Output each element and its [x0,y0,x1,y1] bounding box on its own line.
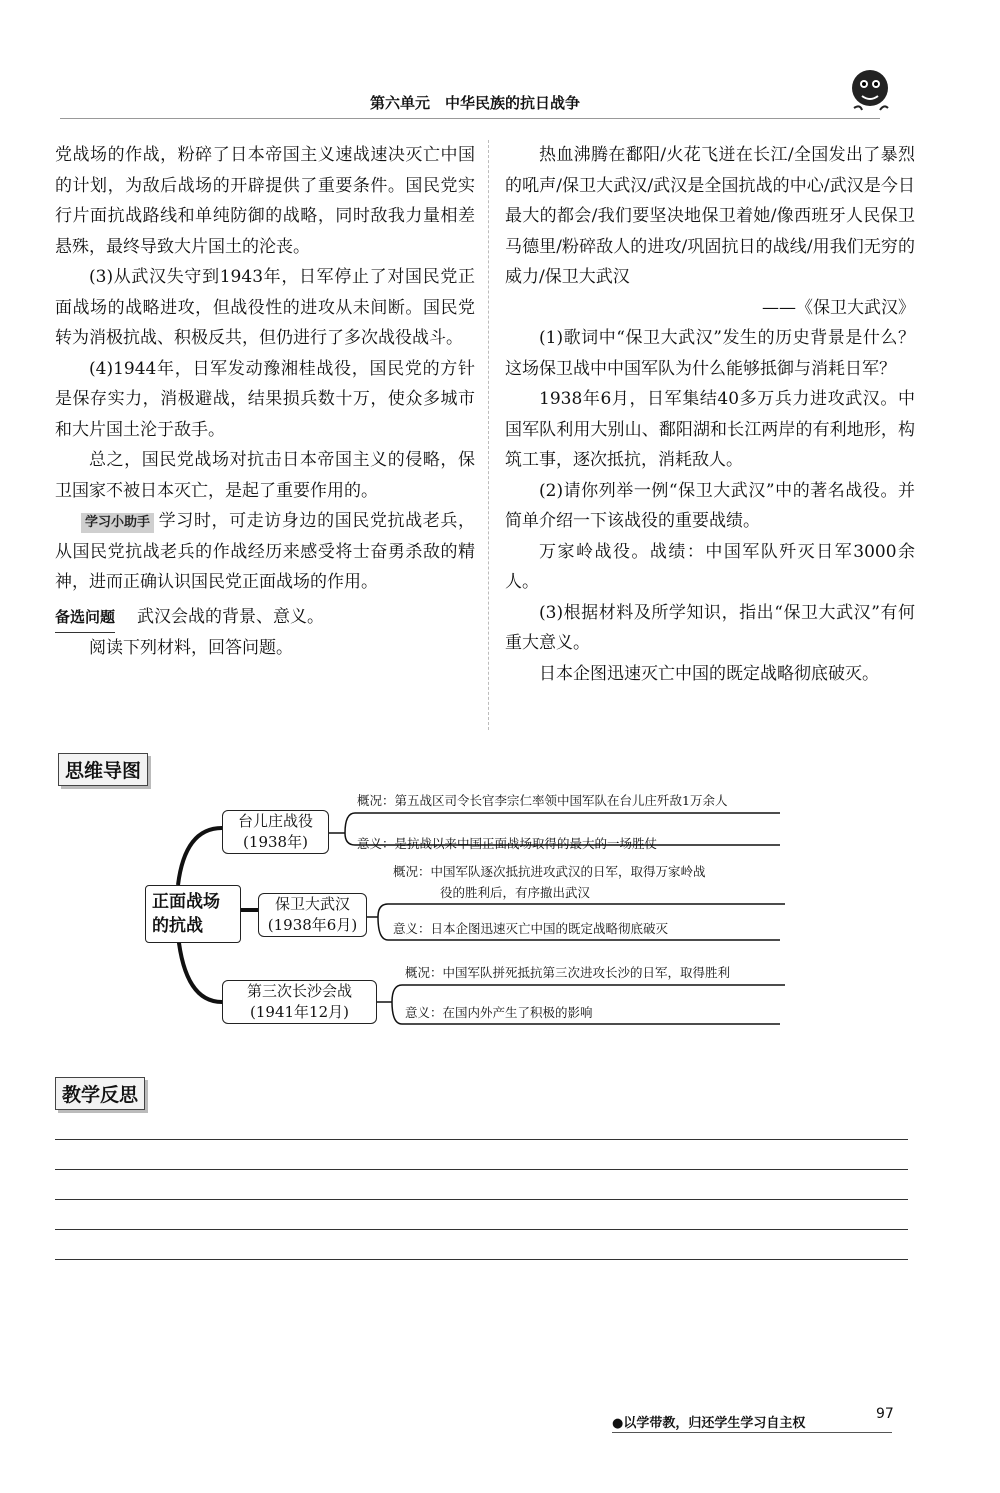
mindmap-section-title: 思维导图 [58,753,148,786]
writing-line [55,1139,908,1140]
overview-text: 概况：中国军队逐次抵抗进攻武汉的日军，取得万家岭战 [393,864,706,879]
overview-text: 概况：第五战区司令长官李宗仁率领中国军队在台儿庄歼敌1万余人 [357,793,728,808]
mindmap-node [222,980,377,1024]
writing-line [55,1229,908,1230]
header-divider [60,118,880,119]
overview-text: 概况：中国军队拼死抵抗第三次进攻长沙的日军，取得胜利 [405,965,731,980]
page-number: 97 [876,1406,894,1422]
study-helper-text: 学习时，可走访身边的国民党抗战老兵，从国民党抗战老兵的作战经历来感受将士奋勇杀敌的精神，进而正确认识国民党正面战场的作用。 [55,511,475,592]
battle-date: (1938年) [243,833,308,851]
footer-divider [612,1432,892,1433]
mindmap-root-line: 的抗战 [152,916,203,936]
study-helper-label: 学习小助手 [81,513,154,533]
paragraph: 总之，国民党战场对抗击日本帝国主义的侵略，保卫国家不被日本灭亡，是起了重要作用的。 [55,450,475,501]
writing-line [55,1259,908,1260]
battle-name: 第三次长沙会战 [246,982,352,1000]
mindmap-node [222,810,329,854]
question-1: (1)歌词中“保卫大武汉”发生的历史背景是什么？这场保卫战中中国军队为什么能够抵御与消耗日军？ [505,328,915,379]
alternate-question-text: 武汉会战的背景、意义。 [137,606,325,627]
instruction: 阅读下列材料，回答问题。 [89,638,293,658]
battle-date: (1941年12月) [250,1003,349,1021]
song-source: ——《保卫大武汉》 [762,297,915,318]
unit-title: 第六单元 中华民族的抗日战争 [370,94,581,112]
writing-line [55,1169,908,1170]
answer-1: 1938年6月，日军集结40多万兵力进攻武汉。中国军队利用大别山、鄱阳湖和长江两岸的有利地形，构筑工事，逐次抵抗，消耗敌人。 [505,389,915,470]
answer-3: 日本企图迅速灭亡中国的既定战略彻底破灭。 [539,663,879,684]
meaning-text: 意义：在国内外产生了积极的影响 [405,1005,593,1020]
writing-line [55,1199,908,1200]
mindmap-node [258,893,367,937]
song-lyrics: 热血沸腾在鄱阳/火花飞迸在长江/全国发出了暴烈的吼声/保卫大武汉/武汉是全国抗战的中心/武汉是今日最大的都会/我们要坚决地保卫着她/像西班牙人民保卫马德里/粉碎敌人的进攻/巩固抗日的战线/用我们无穷的威力/保卫大武汉 [505,145,915,287]
meaning-text: 意义：日本企图迅速灭亡中国的既定战略彻底破灭 [393,921,669,936]
answer-2: 万家岭战役。战绩：中国军队歼灭日军3000余人。 [505,541,915,592]
paragraph: 党战场的作战，粉碎了日本帝国主义速战速决灭亡中国的计划，为敌后战场的开辟提供了重要条件。国民党实行片面抗战路线和单纯防御的战略，同时敌我力量相差悬殊，最终导致大片国土的沦丧。 [55,145,475,257]
mascot-icon [840,60,900,120]
battle-name: 台儿庄战役 [237,812,313,830]
mindmap-root-line: 正面战场 [152,892,220,912]
alternate-question-label: 备选问题 [55,602,115,634]
left-column [55,140,475,664]
footer-slogan: ●以学带教，归还学生学习自主权 [612,1416,806,1431]
study-helper [55,506,475,598]
meaning-text: 意义：是抗战以来中国正面战场取得的最大的一场胜仗 [357,836,658,851]
battle-name: 保卫大武汉 [274,895,350,913]
mindmap-root [145,885,241,943]
right-column [505,140,915,689]
question-2: (2)请你列举一例“保卫大武汉”中的著名战役。并简单介绍一下该战役的重要战绩。 [505,480,915,531]
paragraph: (3)从武汉失守到1943年，日军停止了对国民党正面战场的战略进攻，但战役性的进攻从未间断。国民党转为消极抗战、积极反共，但仍进行了多次战役战斗。 [55,267,475,348]
paragraph: (4)1944年，日军发动豫湘桂战役，国民党的方针是保存实力，消极避战，结果损兵数十万，使众多城市和大片国土沦于敌手。 [55,358,475,440]
battle-date: (1938年6月) [267,916,358,934]
reflection-section-title: 教学反思 [55,1077,145,1110]
alternate-question [55,602,475,634]
overview-text: 役的胜利后，有序撤出武汉 [440,885,591,900]
question-3: (3)根据材料及所学知识，指出“保卫大武汉”有何重大意义。 [505,602,915,653]
column-divider [488,140,489,730]
